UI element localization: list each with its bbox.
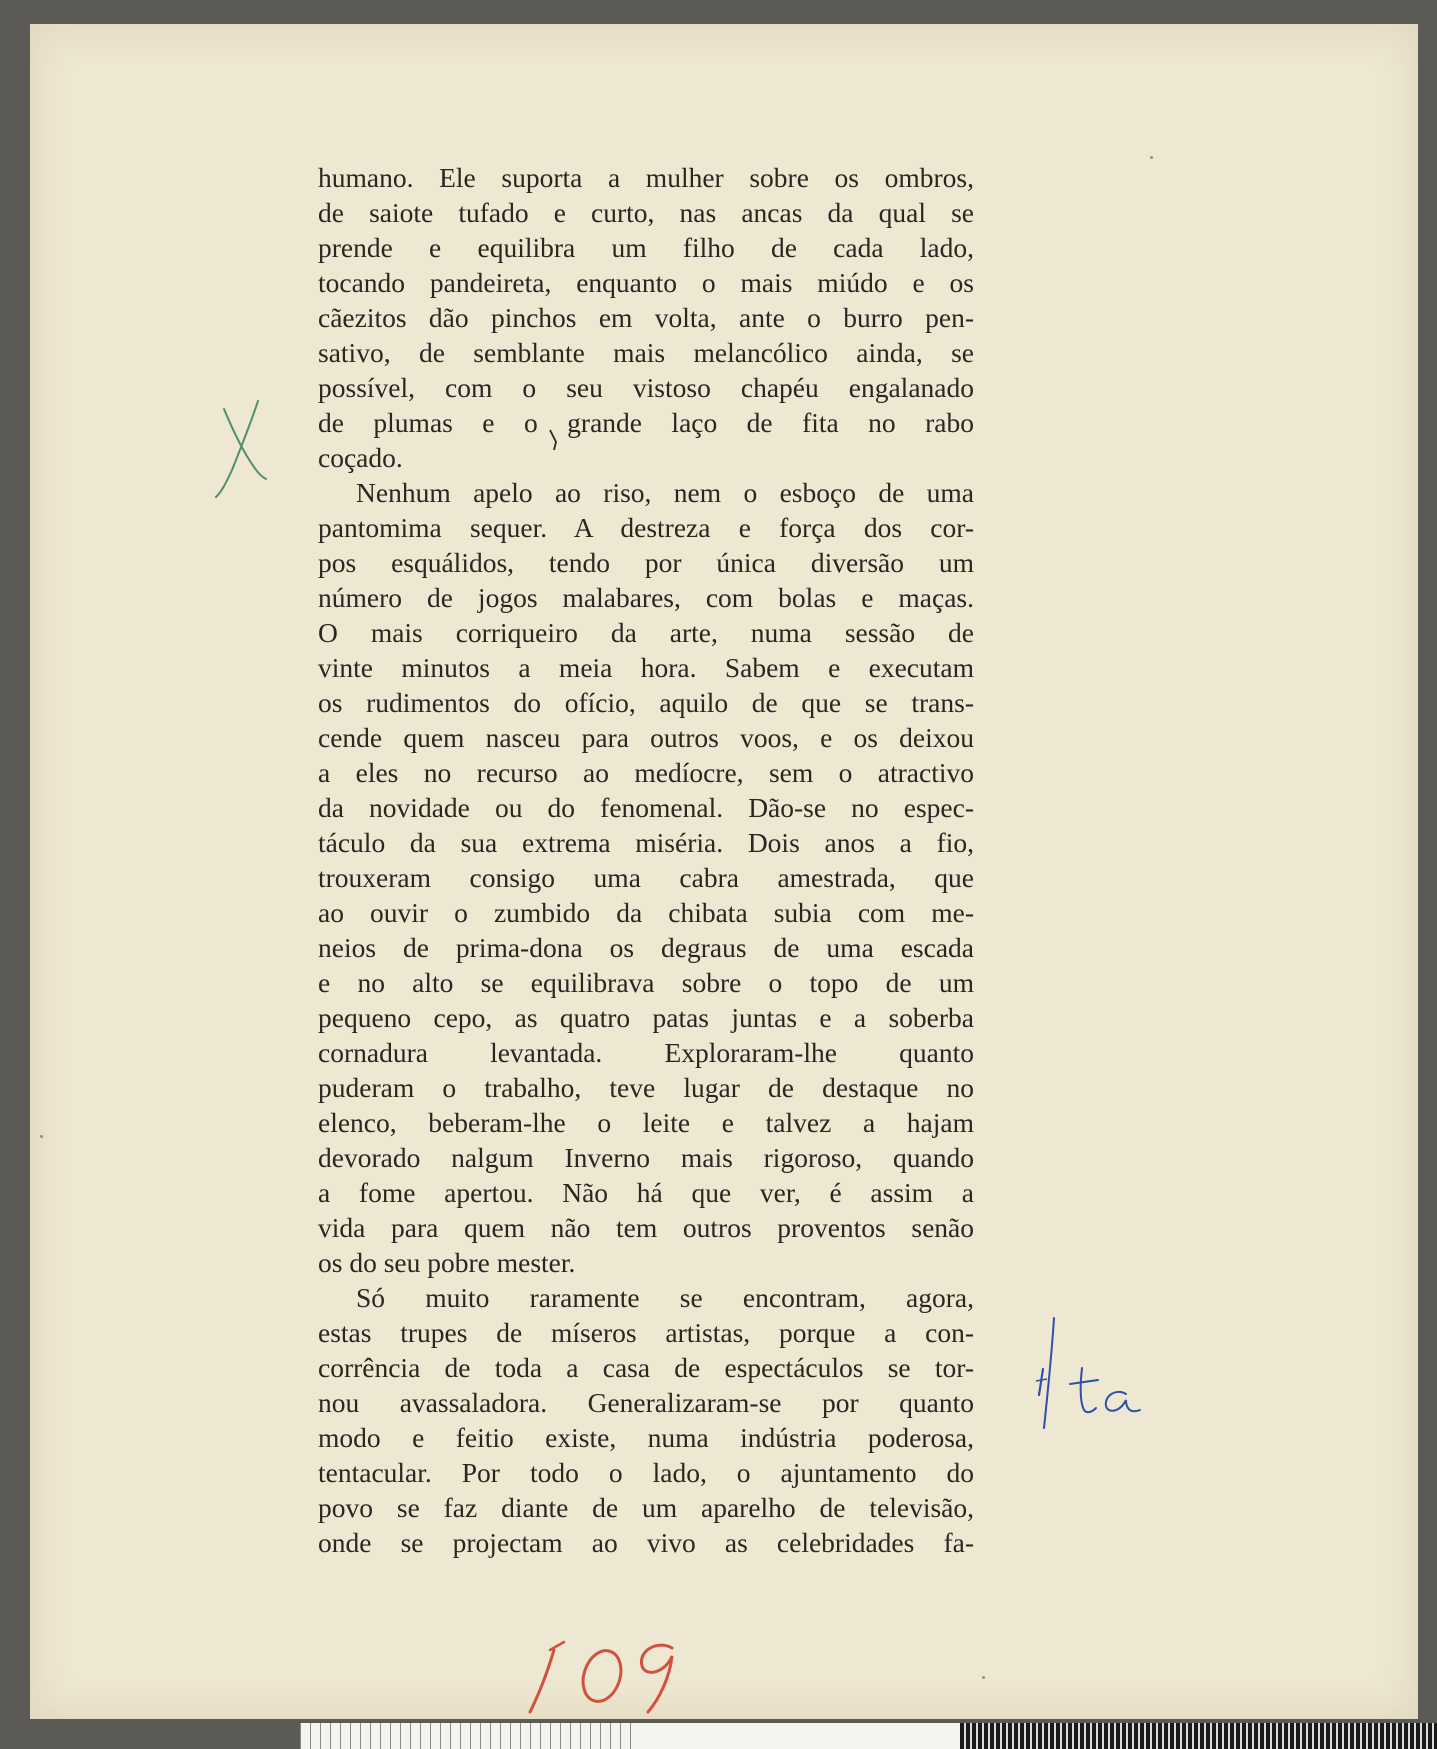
text-line: devorado nalgum Inverno mais rigoroso, quando <box>318 1142 974 1173</box>
text-line: sativo, de semblante mais melancólico ainda, se <box>318 337 974 368</box>
text-line: ao ouvir o zumbido da chibata subia com me- <box>318 897 974 928</box>
text-line: nou avassaladora. Generalizaram-se por quanto <box>318 1387 974 1418</box>
text-line: a eles no recurso ao medíocre, sem o atractivo <box>318 757 974 788</box>
text-line: modo e feitio existe, numa indústria poderosa, <box>318 1422 974 1453</box>
text-line: corrência de toda a casa de espectáculos se tor- <box>318 1352 974 1383</box>
text-line: povo se faz diante de um aparelho de televisão, <box>318 1492 974 1523</box>
text-line: cende quem nasceu para outros voos, e os deixou <box>318 722 974 753</box>
text-line: onde se projectam ao vivo as celebridades fa- <box>318 1527 974 1558</box>
ruler-ticks <box>300 1723 640 1749</box>
margin-correction-ta-icon <box>1040 1310 1150 1440</box>
text-line: tocando pandeireta, enquanto o mais miúdo e os <box>318 267 974 298</box>
text-line: táculo da sua extrema miséria. Dois anos a fio, <box>318 827 974 858</box>
text-line: número de jogos malabares, com bolas e maças. <box>318 582 974 613</box>
text-line: de plumas e o grande laço de fita no rabo <box>318 407 974 438</box>
text-line: prende e equilibra um filho de cada lado, <box>318 232 974 263</box>
text-line: trouxeram consigo uma cabra amestrada, que <box>318 862 974 893</box>
paper-speck <box>40 1135 43 1138</box>
text-line: estas trupes de míseros artistas, porque a con- <box>318 1317 974 1348</box>
text-line: neios de prima-dona os degraus de uma escada <box>318 932 974 963</box>
text-line: os rudimentos do ofício, aquilo de que se trans- <box>318 687 974 718</box>
paragraph-start-line: Só muito raramente se encontram, agora, <box>356 1282 974 1313</box>
text-line: tentacular. Por todo o lado, o ajuntamento do <box>318 1457 974 1488</box>
insertion-caret-icon <box>548 428 562 452</box>
text-line: pantomima sequer. A destreza e força dos cor- <box>318 512 974 543</box>
text-line: elenco, beberam-lhe o leite e talvez a hajam <box>318 1107 974 1138</box>
handwritten-page-number <box>520 1620 700 1720</box>
text-line: possível, com o seu vistoso chapéu engalanado <box>318 372 974 403</box>
text-line: puderam o trabalho, teve lugar de destaque no <box>318 1072 974 1103</box>
text-line: cãezitos dão pinchos em volta, ante o burro pen- <box>318 302 974 333</box>
ruler-dark-segment <box>960 1723 1437 1749</box>
text-line: humano. Ele suporta a mulher sobre os ombros, <box>318 162 974 193</box>
text-line: os do seu pobre mester. <box>318 1247 576 1278</box>
text-line: pos esquálidos, tendo por única diversão um <box>318 547 974 578</box>
text-line: cornadura levantada. Exploraram-lhe quanto <box>318 1037 974 1068</box>
text-line: pequeno cepo, as quatro patas juntas e a soberba <box>318 1002 974 1033</box>
text-line: vida para quem não tem outros proventos senão <box>318 1212 974 1243</box>
text-line: da novidade ou do fenomenal. Dão-se no espec- <box>318 792 974 823</box>
text-line: vinte minutos a meia hora. Sabem e executam <box>318 652 974 683</box>
text-line: e no alto se equilibrava sobre o topo de um <box>318 967 974 998</box>
text-line: de saiote tufado e curto, nas ancas da qual se <box>318 197 974 228</box>
paper-speck <box>1150 156 1153 159</box>
text-line: a fome apertou. Não há que ver, é assim a <box>318 1177 974 1208</box>
text-line: O mais corriqueiro da arte, numa sessão de <box>318 617 974 648</box>
paragraph-start-line: Nenhum apelo ao riso, nem o esboço de uma <box>356 477 974 508</box>
margin-x-mark-icon <box>210 395 270 500</box>
paper-speck <box>982 1676 985 1679</box>
typed-text-block <box>318 160 974 1560</box>
text-line: coçado. <box>318 442 403 473</box>
